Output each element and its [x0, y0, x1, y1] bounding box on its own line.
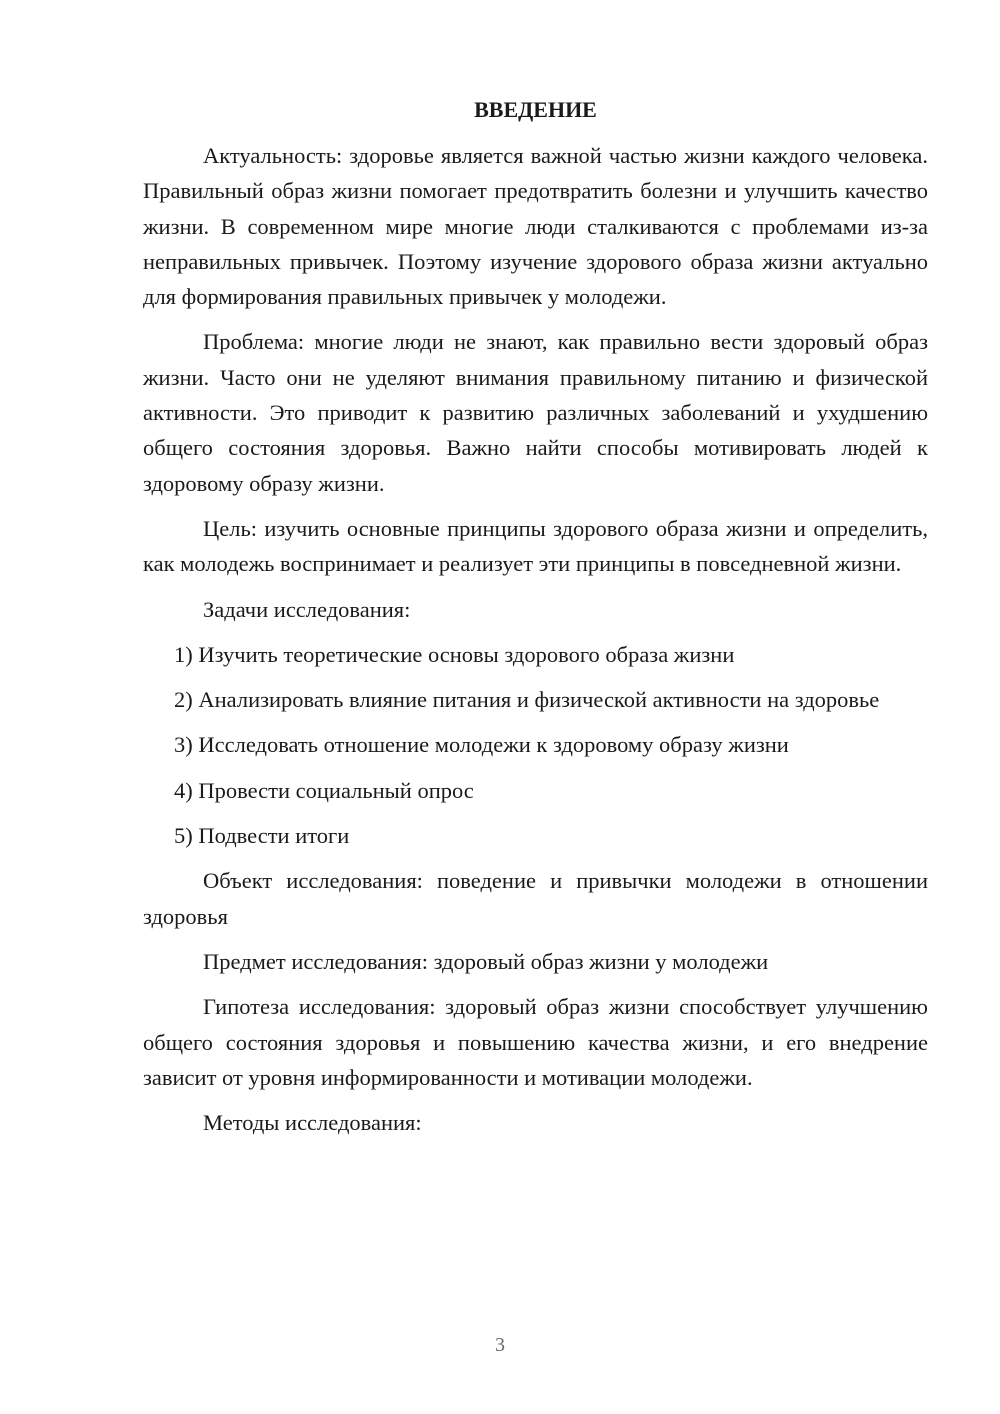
page-title: ВВЕДЕНИЕ [474, 97, 597, 122]
paragraph-relevance: Актуальность: здоровье является важной частью жизни каждого человека. Правильный образ жизни помогает предотвратить болезни и улучшить качество жизни. В современном мире многие люди сталкиваются с проблемами из-за неправильных привычек. Поэтому изучение здорового образа жизни актуально для формирования правильных привычек у молодежи. [143, 143, 928, 310]
paragraph-object: Объект исследования: поведение и привычки молодежи в отношении здоровья [143, 868, 928, 929]
task-item: 1) Изучить теоретические основы здорового образа жизни [174, 641, 735, 667]
task-item: 4) Провести социальный опрос [174, 777, 474, 803]
task-item: 5) Подвести итоги [174, 823, 350, 849]
task-item: 2) Анализировать влияние питания и физической активности на здоровье [174, 687, 880, 713]
page-number: 3 [495, 1334, 505, 1356]
paragraph-subject: Предмет исследования: здоровый образ жизни у молодежи [203, 948, 769, 974]
task-item: 3) Исследовать отношение молодежи к здоровому образу жизни [174, 732, 789, 758]
paragraph-tasks-intro: Задачи исследования: [203, 596, 411, 622]
paragraph-methods: Методы исследования: [203, 1110, 422, 1136]
paragraph-goal: Цель: изучить основные принципы здорового образа жизни и определить, как молодежь воспринимает и реализует эти принципы в повседневной жизни. [143, 515, 928, 577]
document-page [143, 92, 928, 1150]
paragraph-problem: Проблема: многие люди не знают, как правильно вести здоровый образ жизни. Часто они не уделяют внимания правильному питанию и физической активности. Это приводит к развитию различных заболеваний и ухудшению общего состояния здоровья. Важно найти способы мотивировать людей к здоровому образу жизни. [143, 329, 928, 496]
paragraph-hypothesis: Гипотеза исследования: здоровый образ жизни способствует улучшению общего состояния здоровья и повышению качества жизни, и его внедрение зависит от уровня информированности и мотивации молодежи. [143, 994, 928, 1090]
